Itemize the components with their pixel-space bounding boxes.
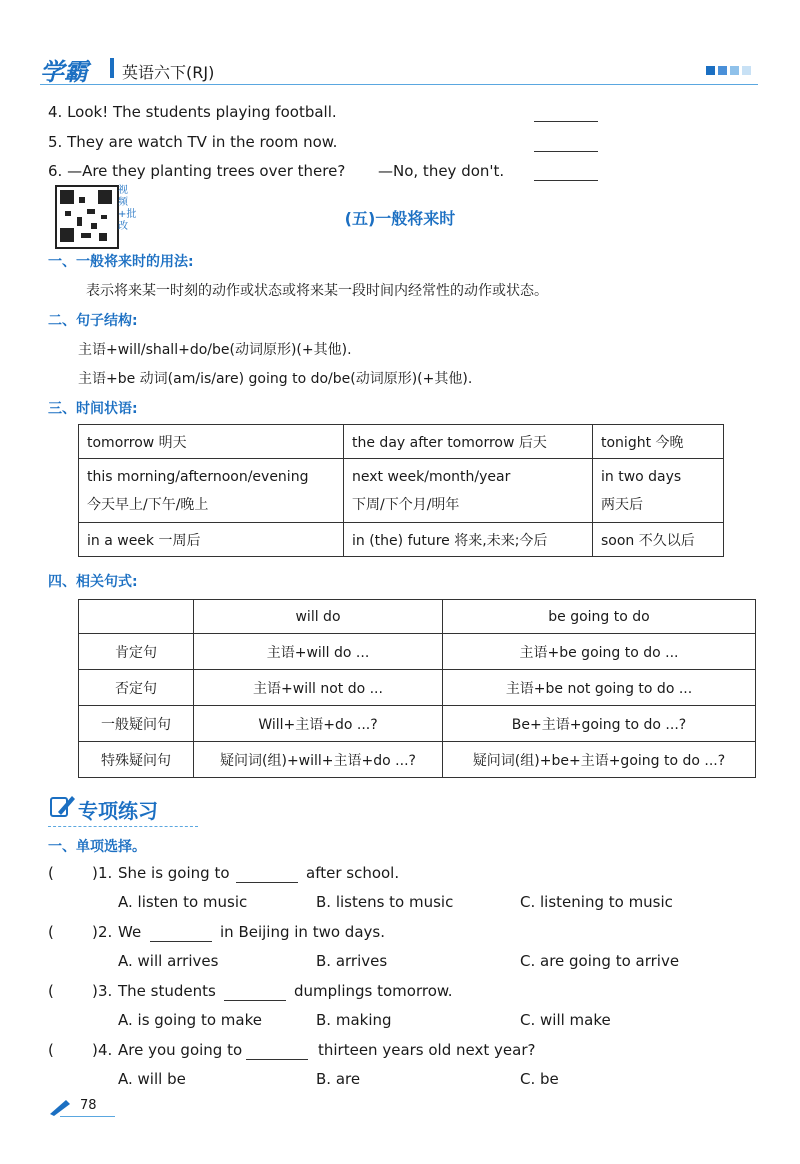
question-4: 4. Look! The students playing football.	[48, 103, 337, 121]
page-number: 78	[80, 1098, 97, 1113]
pencil-icon	[48, 1098, 74, 1116]
pattern-header: be going to do	[443, 600, 756, 634]
qr-label: 视频+批改	[118, 185, 137, 232]
question-5: 5. They are watch TV in the room now.	[48, 133, 338, 151]
option-a[interactable]: A. listen to music	[118, 893, 248, 911]
question-stem-end: thirteen years old next year?	[318, 1041, 536, 1059]
option-c[interactable]: C. listening to music	[520, 893, 673, 911]
time-cell: soon 不久以后	[593, 523, 724, 557]
answer-blank-5[interactable]	[534, 151, 598, 152]
answer-blank-4[interactable]	[534, 121, 598, 122]
question-stem: She is going to	[118, 864, 230, 882]
pen-notebook-icon	[48, 792, 76, 820]
option-c[interactable]: C. are going to arrive	[520, 952, 680, 970]
footer-rule	[60, 1116, 115, 1117]
answer-blank-6[interactable]	[534, 180, 598, 181]
answer-paren-close: )	[92, 982, 98, 1000]
question-number: 3.	[98, 982, 113, 1000]
pattern-cell: 疑问词(组)+will+主语+do ...?	[194, 742, 443, 778]
pattern-row-label: 否定句	[79, 670, 194, 706]
time-adverbial-table	[78, 424, 724, 557]
structure-heading: 二、句子结构:	[48, 313, 138, 329]
time-cell: the day after tomorrow 后天	[344, 425, 593, 459]
time-cell: in (the) future 将来,未来;今后	[344, 523, 593, 557]
question-stem: The students	[118, 982, 216, 1000]
option-c[interactable]: C. will make	[520, 1011, 611, 1029]
option-b[interactable]: B. making	[316, 1011, 392, 1029]
fill-blank[interactable]	[150, 941, 212, 942]
pattern-cell: 主语+be not going to do ...	[443, 670, 756, 706]
time-cell: this morning/afternoon/evening 今天早上/下午/晚上	[79, 459, 344, 523]
pattern-cell: 主语+will do ...	[194, 634, 443, 670]
question-stem-end: in Beijing in two days.	[220, 923, 385, 941]
pattern-heading: 四、相关句式:	[48, 574, 138, 590]
option-a[interactable]: A. will be	[118, 1070, 186, 1088]
answer-paren-open: (	[48, 982, 54, 1000]
fill-blank[interactable]	[224, 1000, 286, 1001]
pattern-cell: 疑问词(组)+be+主语+going to do ...?	[443, 742, 756, 778]
pattern-header: will do	[194, 600, 443, 634]
question-stem-end: dumplings tomorrow.	[294, 982, 453, 1000]
practice-title: 专项练习	[78, 799, 158, 823]
header-divider	[110, 58, 114, 78]
pattern-header	[79, 600, 194, 634]
structure-line-1: 主语+will/shall+do/be(动词原形)(+其他).	[78, 342, 352, 358]
fill-blank[interactable]	[236, 882, 298, 883]
option-b[interactable]: B. arrives	[316, 952, 388, 970]
answer-paren-close: )	[92, 923, 98, 941]
question-number: 1.	[98, 864, 113, 882]
time-cell: tonight 今晚	[593, 425, 724, 459]
structure-line-2: 主语+be 动词(am/is/are) going to do/be(动词原形)(+其他).	[78, 371, 473, 387]
answer-paren-open: (	[48, 864, 54, 882]
option-a[interactable]: A. is going to make	[118, 1011, 262, 1029]
time-cell: tomorrow 明天	[79, 425, 344, 459]
usage-heading: 一、一般将来时的用法:	[48, 254, 194, 270]
pattern-row-label: 肯定句	[79, 634, 194, 670]
pattern-cell: 主语+will not do ...	[194, 670, 443, 706]
section-title: (五)一般将来时	[344, 209, 456, 228]
practice-title-underline	[48, 826, 198, 827]
header-square-4	[742, 66, 751, 75]
answer-paren-close: )	[92, 864, 98, 882]
time-cell: in a week 一周后	[79, 523, 344, 557]
question-6: 6. —Are they planting trees over there?	[48, 162, 346, 180]
fill-blank[interactable]	[246, 1059, 308, 1060]
header-square-1	[706, 66, 715, 75]
option-b[interactable]: B. listens to music	[316, 893, 454, 911]
question-6-reply: —No, they don't.	[378, 162, 505, 180]
pattern-cell: Will+主语+do ...?	[194, 706, 443, 742]
sentence-pattern-table	[78, 599, 756, 778]
header-rule	[40, 84, 758, 85]
option-b[interactable]: B. are	[316, 1070, 361, 1088]
answer-paren-open: (	[48, 923, 54, 941]
question-stem-end: after school.	[306, 864, 400, 882]
option-c[interactable]: C. be	[520, 1070, 559, 1088]
time-cell: next week/month/year 下周/下个月/明年	[344, 459, 593, 523]
header-square-3	[730, 66, 739, 75]
question-stem: We	[118, 923, 142, 941]
time-cell: in two days 两天后	[593, 459, 724, 523]
pattern-row-label: 一般疑问句	[79, 706, 194, 742]
pattern-cell: Be+主语+going to do ...?	[443, 706, 756, 742]
pattern-row-label: 特殊疑问句	[79, 742, 194, 778]
pattern-cell: 主语+be going to do ...	[443, 634, 756, 670]
answer-paren-open: (	[48, 1041, 54, 1059]
usage-text: 表示将来某一时刻的动作或状态或将来某一段时间内经常性的动作或状态。	[86, 283, 548, 299]
brand-logo: 学霸	[40, 58, 88, 86]
question-number: 2.	[98, 923, 113, 941]
time-heading: 三、时间状语:	[48, 401, 138, 417]
question-stem: Are you going to	[118, 1041, 243, 1059]
answer-paren-close: )	[92, 1041, 98, 1059]
question-number: 4.	[98, 1041, 113, 1059]
header-square-2	[718, 66, 727, 75]
header-subtitle: 英语六下(RJ)	[122, 63, 215, 82]
option-a[interactable]: A. will arrives	[118, 952, 219, 970]
practice-heading: 一、单项选择。	[48, 839, 146, 855]
